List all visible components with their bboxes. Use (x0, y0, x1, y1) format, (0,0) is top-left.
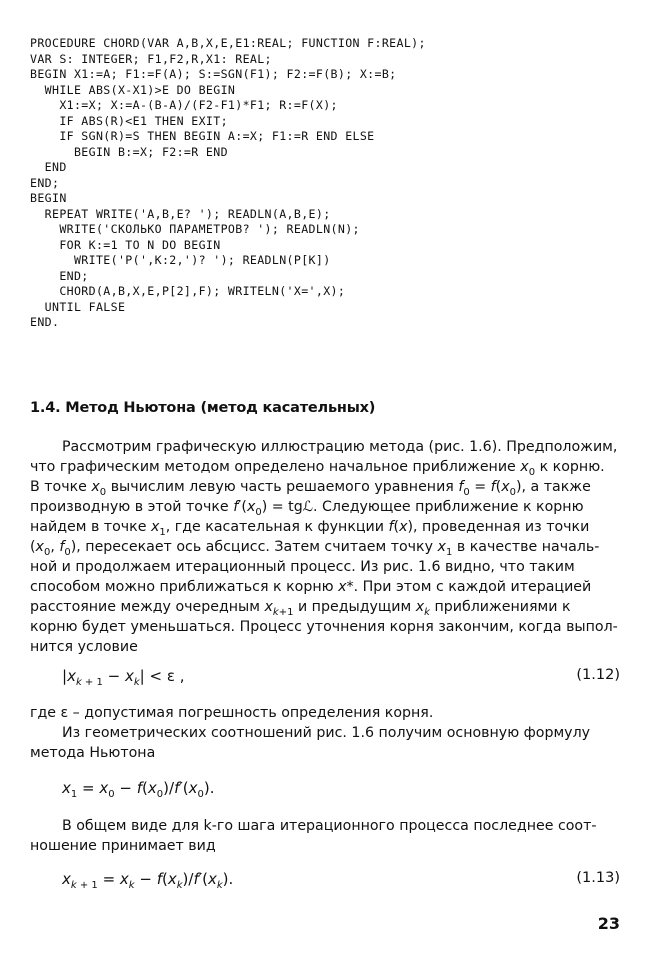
paragraph-where (30, 703, 621, 763)
paragraph-general (30, 816, 621, 856)
text-line: корню будет уменьшаться. Процесс уточнения корня закончим, когда выпол- (30, 619, 618, 635)
equation-1-13: $x_{k + 1} = x_k - f(x_k)/f'(x_k)$. (62, 870, 234, 891)
code-line: END. (30, 315, 60, 329)
equation-number: (1.12) (576, 667, 620, 683)
paragraph-intro (30, 437, 621, 657)
code-line: X1:=X; X:=A-(B-A)/(F2-F1)*F1; R:=F(X); (30, 98, 338, 112)
text-line: нится условие (30, 639, 138, 655)
code-line: IF SGN(R)=S THEN BEGIN A:=X; F1:=R END ELSE (30, 129, 375, 143)
text-line: ($x_0$, $f_0$), пересекает ось абсцисс. Затем считаем точку $x_1$ в качестве началь- (30, 539, 600, 558)
text-line: производную в этой точке $f'(x_0)$ = tgℒ. Следующее приближение к корню (30, 499, 584, 518)
text-line: расстояние между очередным $x_{k+1}$ и предыдущим $x_k$ приближениями к (30, 599, 571, 618)
section-heading: 1.4. Метод Ньютона (метод касательных) (30, 400, 376, 416)
code-line: END (30, 160, 67, 174)
code-line: END; (30, 268, 89, 283)
equation-number: (1.13) (576, 870, 620, 886)
code-line: VAR S: INTEGER; F1,F2,R,X1: REAL; (30, 51, 272, 66)
pascal-code-listing (30, 36, 426, 331)
code-line: WHILE ABS(X-X1)>E DO BEGIN (30, 82, 236, 97)
code-line: REPEAT WRITE('A,B,E? '); READLN(A,B,E); (30, 206, 331, 221)
text-line: Из геометрических соотношений рис. 1.6 получим основную формулу (62, 725, 591, 741)
equation-newton-step: $x_1 = x_0 - f(x_0)/f'(x_0)$. (62, 779, 215, 800)
text-line: ной и продолжаем итерационный процесс. Из рис. 1.6 видно, что таким (30, 559, 575, 575)
text-line: что графическим методом определено начальное приближение $x_0$ к корню. (30, 459, 605, 478)
code-line: BEGIN (30, 191, 67, 205)
code-line: FOR K:=1 TO N DO BEGIN (30, 237, 221, 252)
code-line: END; (30, 175, 60, 190)
code-line: WRITE('P(',K:2,')? '); READLN(P[K]) (30, 253, 331, 267)
text-line: В точке $x_0$ вычислим левую часть решаемого уравнения $f_0 = f(x_0)$, а также (30, 479, 591, 498)
code-line: WRITE('СКОЛЬКО ПАРАМЕТРОВ? '); READLN(N); (30, 222, 360, 236)
page-number: 23 (597, 914, 620, 933)
equation-1-12: $|x_{k + 1} - x_k| < \varepsilon$ , (62, 667, 185, 688)
code-line: CHORD(A,B,X,E,P[2],F); WRITELN('X=',X); (30, 284, 346, 298)
text-line: метода Ньютона (30, 745, 156, 761)
text-line: В общем виде для k-го шага итерационного процесса последнее соот- (62, 818, 597, 834)
text-line: Рассмотрим графическую иллюстрацию метода (рис. 1.6). Предположим, (62, 439, 618, 455)
text-line: где ε – допустимая погрешность определения корня. (30, 705, 434, 721)
code-line: PROCEDURE CHORD(VAR A,B,X,E,E1:REAL; FUNCTION F:REAL); (30, 36, 426, 50)
text-line: ношение принимает вид (30, 838, 216, 854)
code-line: BEGIN B:=X; F2:=R END (30, 144, 228, 159)
text-line: способом можно приближаться к корню x*. При этом с каждой итерацией (30, 579, 592, 595)
code-line: IF ABS(R)<E1 THEN EXIT; (30, 113, 228, 128)
text-line: найдем в точке $x_1$, где касательная к функции f(x), проведенная из точки (30, 519, 590, 538)
code-line: BEGIN X1:=A; F1:=F(A); S:=SGN(F1); F2:=F(B); X:=B; (30, 67, 397, 81)
code-line: UNTIL FALSE (30, 299, 126, 314)
